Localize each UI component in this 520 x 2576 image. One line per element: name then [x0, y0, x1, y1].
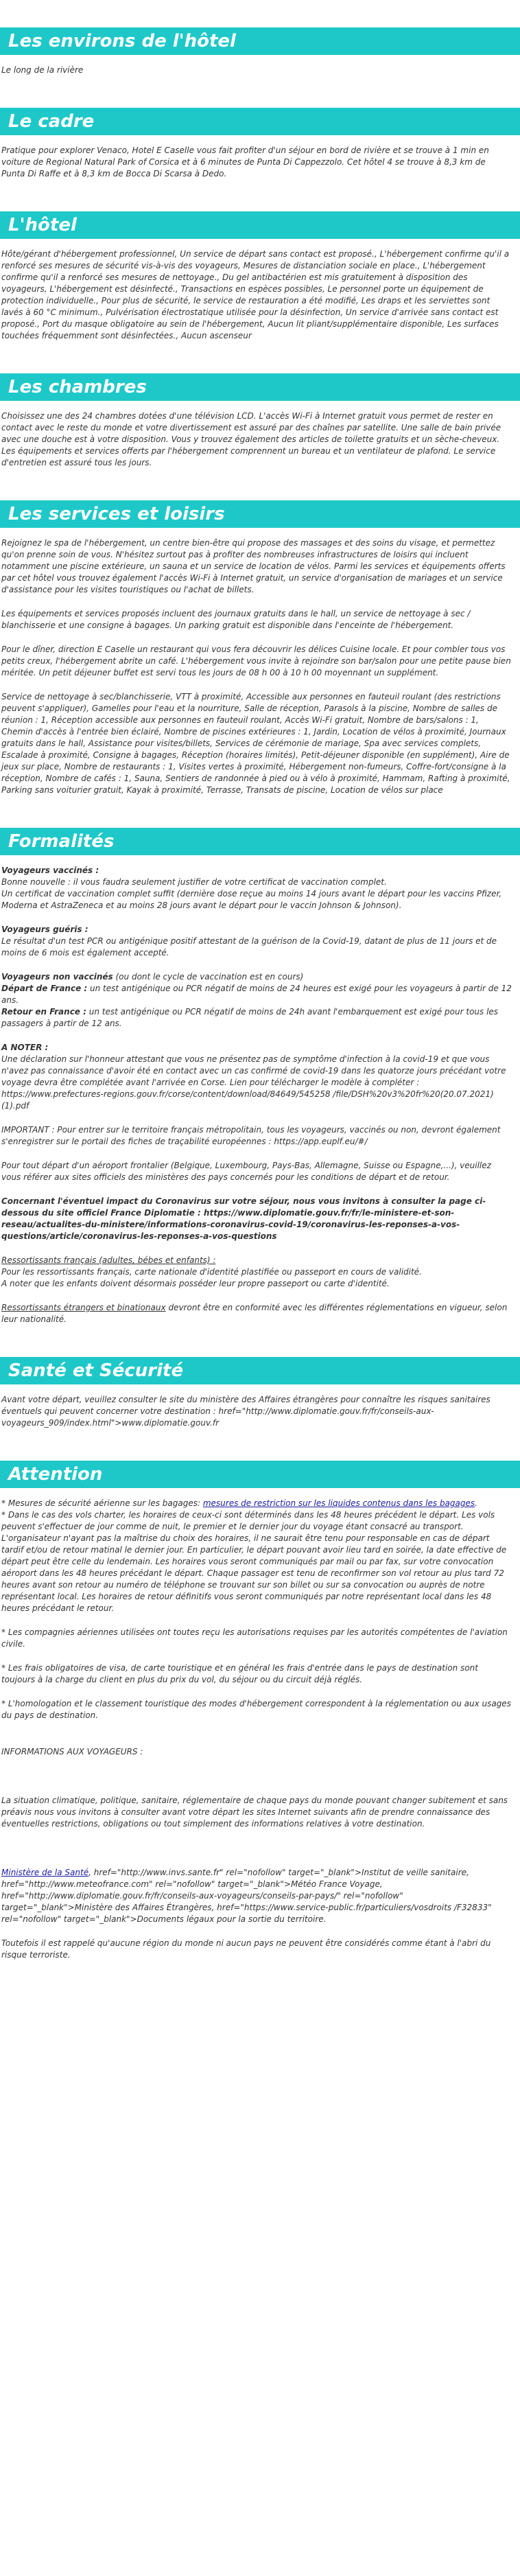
- concernant-text: Concernant l'éventuel impact du Coronavirus sur votre séjour, nous vous invitons à consulter la page ci-dessous du site officiel France Diplomatie : https://www.diplomatie.gouv.fr/fr/le-ministere-et-son-reseau/actualites-du-ministere/informations-coronavirus-covid-19/coronavirus-les-reponses-a-vos-questions/article/coronavirus-les-reponses-a-vos-questions: [1, 1196, 486, 1241]
- cadre-text: Pratique pour explorer Venaco, Hotel E Caselle vous fait profiter d'un séjour en bord de rivière et se trouve à 1 min en voiture de Regional Natural Park of Corsica et à 6 minutes de Punta Di Cappezzolo. Cet hôtel 4 se trouve à 8,3 km de Punta Di Raffe et à 8,3 km de Bocca Di Scarsa à Dedo.: [1, 146, 489, 178]
- attention-paragraph: * Dans le cas des vols charter, les horaires de ceux-ci sont déterminés dans les 48 heures précédent le départ. Les vols peuvent s'effectuer de jour comme de nuit, le premier et le dernier jour du voyage étant consacré au transport. L'organisateur n'ayant pas la maîtrise du choix des horaires, il ne saurait être tenu pour responsable en cas de départ tardif et/ou de retour matinal le dernier jour. En particulier, le départ pouvant avoir lieu tard en soirée, la date effective de départ peut être celle du lendemain. Les horaires vous seront communiqués par mail ou par fax, sur votre convocation aéroport dans les 48 heures précédant le départ. Chaque passager est tenu de reconfirmer son vol retour au plus tard 72 heures avant son retour au numéro de téléphone se trouvant sur son billet ou sur sa convocation ou auprès de notre représentant local. Les horaires de retour définitifs vous seront communiqués par notre représentant local dans les 48 heures précédant le retour.: [1, 1510, 507, 1613]
- section-title: L'hôtel: [0, 211, 520, 239]
- section-content: [0, 1498, 520, 1961]
- section-content: [0, 65, 520, 76]
- section-title: Les environs de l'hôtel: [0, 27, 520, 55]
- services-paragraph: Rejoignez le spa de l'hébergement, un centre bien-être qui propose des massages et des soins du visage, et permettez qu'on prenne soin de vous. N'hésitez surtout pas à profiter des nombreuses infrastructures de loisirs qui incluent notamment une piscine extérieure, un sauna et un service de location de vélos. Parmi les services et équipements offerts par cet hôtel vous trouvez également l'accès Wi-Fi à Internet gratuit, un service d'organisation de mariages et un service d'assistance pour les visites touristiques ou l'achat de billets.: [1, 538, 506, 594]
- section-title: Les services et loisirs: [0, 500, 520, 528]
- ministere-text: , href="http://www.invs.sante.fr" rel="nofollow" target="_blank">Institut de veille sanitaire, href="http://www.meteofrance.com" rel="nofollow" target="_blank">Météo France Voyage, href="http://www.diplomatie.gouv.fr/fr/conseils-aux-voyageurs/conseils-par-pays/" rel="nofollow" target="_blank">Ministère des Affaires Étrangères, href="https://www.service-public.fr/particuliers/vosdroits /F32833" rel="nofollow" target="_blank">Documents légaux pour la sortie du territoire.: [1, 1868, 492, 1924]
- etrangers-heading: Ressortissants étrangers et binationaux: [1, 1303, 166, 1312]
- section-title: Le cadre: [0, 108, 520, 135]
- vaccines-line: Un certificat de vaccination complet suffit (dernière dose reçue au moins 14 jours avant le départ pour les vaccins Pfizer, Moderna et AstraZeneca et au moins 28 jours avant le départ pour le vaccin Johnson & Johnson).: [1, 889, 502, 910]
- section-chambres: [0, 373, 520, 469]
- section-title: Les chambres: [0, 373, 520, 401]
- section-environs: [0, 27, 520, 76]
- hotel-text: Hôte/gérant d'hébergement professionnel, Un service de départ sans contact est proposé., L'hébergement confirme qu'il a renforcé ses mesures de sécurité vis-à-vis des voyageurs, Mesures de distanciation sociale en place., L'hébergement confirme qu'il a renforcé ses mesures de nettoyage., Du gel antibactérien est mis gratuitement à disposition des voyageurs, L'hébergement est désinfecté., Transactions en espèces possibles, Le personnel porte un équipement de protection individuelle., Pour plus de sécurité, le service de restauration a été modifié, Les draps et les serviettes sont lavés à 60 °C minimum., Pulvérisation électrostatique utilisée pour la désinfection, Un service d'arrivée sans contact est proposé., Port du masque obligatoire au sein de l'hébergement, Aucun lit pliant/supplémentaire disponible, Les surfaces touchées fréquemment sont désinfectées., Aucun ascenseur: [1, 249, 510, 340]
- mesures-prefix: * Mesures de sécurité aérienne sur les bagages:: [1, 1498, 203, 1508]
- services-list: Service de nettoyage à sec/blanchisserie, VTT à proximité, Accessible aux personnes en fauteuil roulant (des restrictions peuvent s'appliquer), Gamelles pour l'eau et la nourriture, Salle de réception, Parasols à la piscine, Nombre de salles de réunion : 1, Réception accessible aux personnes en fauteuil roulant, Accès Wi-Fi gratuit, Nombre de bars/salons : 1, Chemin d'accès à l'entrée bien éclairé, Nombre de piscines extérieures : 1, Jardin, Location de vélos à proximité, Journaux gratuits dans le hall, Assistance pour visites/billets, Services de cérémonie de mariage, Spa avec services complets, Escalade à proximité, Consigne à bagages, Réception (horaires limités), Petit-déjeuner disponible (en supplément), Aire de jeux sur place, Nombre de restaurants : 1, Visites vertes à proximité, Hébergement non-fumeurs, Coffre-fort/consigne à la réception, Nombre de cafés : 1, Sauna, Sentiers de randonnée à pied ou à vélo à proximité, Hammam, Rafting à proximité, Parking sans voiturier gratuit, Kayak à proximité, Terrasse, Transats de piscine, Location de vélos sur place: [1, 692, 510, 795]
- section-hotel: [0, 211, 520, 342]
- section-content: [0, 537, 520, 796]
- mesures-suffix: .: [475, 1498, 477, 1508]
- nonvac-suffix: (ou dont le cycle de vaccination est en cours): [113, 972, 304, 982]
- section-content: [0, 410, 520, 469]
- section-content: [0, 248, 520, 342]
- services-paragraph: Pour le dîner, direction E Caselle un restaurant qui vous fera découvrir les délices Cuisine locale. Et pour combler tous vos petits creux, l'hébergement abrite un café. L'hébergement vous invite à rejoindre son bar/salon pour une petite pause bien méritée. Un petit déjeuner buffet est servi tous les jours de 08 h 00 à 10 h 00 moyennant un supplément.: [1, 645, 511, 677]
- vaccines-heading: Voyageurs vaccinés :: [1, 866, 99, 875]
- section-formalites: [0, 828, 520, 1325]
- sante-text: Avant votre départ, veuillez consulter le site du ministère des Affaires étrangères pour connaître les risques sanitaires éventuels qui peuvent concerner votre destination : href="http://www.diplomatie.gouv.fr/fr/conseils-aux-voyageurs_909/index.html">www.diplomatie.gouv.fr: [1, 1395, 491, 1428]
- section-title: Formalités: [0, 828, 520, 855]
- etrangers-text: devront être en conformité avec les différentes réglementations en vigueur, selon leur nationalité.: [1, 1303, 508, 1324]
- attention-paragraph: * Les frais obligatoires de visa, de carte touristique et en général les frais d'entrée dans le pays de destination sont toujours à la charge du client en plus du prix du vol, du séjour ou du circuit déjà réglés.: [1, 1663, 478, 1684]
- section-sante: [0, 1357, 520, 1429]
- section-content: [0, 865, 520, 1325]
- attention-paragraph: * L'homologation et le classement touristique des modes d'hébergement correspondent à la réglementation ou aux usages du pays de destination.: [1, 1699, 511, 1720]
- services-paragraph: Les équipements et services proposés incluent des journaux gratuits dans le hall, un service de nettoyage à sec / blanchisserie et une consigne à bagages. Un parking gratuit est disponible dans l'enceinte de l'hébergement.: [1, 609, 471, 630]
- section-content: [0, 145, 520, 180]
- ministere-sante-link[interactable]: Ministère de la Santé: [1, 1868, 89, 1877]
- ressortissants-line: Pour les ressortissants français, carte nationale d'identité plastifiée ou passeport en cours de validité.: [1, 1267, 422, 1277]
- section-attention: [0, 1461, 520, 1961]
- depart-heading: Départ de France :: [1, 984, 88, 993]
- gueris-heading: Voyageurs guéris :: [1, 925, 88, 934]
- retour-heading: Retour en France :: [1, 1007, 86, 1017]
- section-content: [0, 1394, 520, 1429]
- section-cadre: [0, 108, 520, 180]
- ressortissants-heading: Ressortissants français (adultes, bébes et enfants) :: [1, 1255, 216, 1265]
- section-title: Attention: [0, 1461, 520, 1488]
- retour-text: un test antigénique ou PCR négatif de moins de 24h avant l'embarquement est exigé pour tous les passagers à partir de 12 ans.: [1, 1007, 499, 1028]
- infos-heading: INFORMATIONS AUX VOYAGEURS :: [1, 1747, 143, 1756]
- anoter-heading: A NOTER :: [1, 1043, 49, 1052]
- ressortissants-line: A noter que les enfants doivent désormais posséder leur propre passeport ou carte d'identité.: [1, 1279, 390, 1288]
- situation-text: La situation climatique, politique, sanitaire, réglementaire de chaque pays du monde pouvant changer subitement et sans préavis nous vous invitons à consulter avant votre départ les sites Internet suivants afin de prendre connaissance des éventuelles restrictions, obligations ou tout simplement des informations relatives à votre destination.: [1, 1796, 508, 1829]
- vaccines-line: Bonne nouvelle : il vous faudra seulement justifier de votre certificat de vaccination complet.: [1, 877, 387, 887]
- depart-text: un test antigénique ou PCR négatif de moins de 24 heures est exigé pour les voyageurs à partir de 12 ans.: [1, 984, 512, 1005]
- nonvac-heading: Voyageurs non vaccinés: [1, 972, 113, 982]
- chambres-text: Choisissez une des 24 chambres dotées d'une télévision LCD. L'accès Wi-Fi à Internet gratuit vous permet de rester en contact avec le reste du monde et votre divertissement est assuré par des chaînes par satellite. Une salle de bain privée avec une douche est à votre disposition. Vous y trouvez également des articles de toilette gratuits et un sèche-cheveux. Les équipements et services offerts par l'hébergement comprennent un bureau et un ventilateur de plafond. Le service d'entretien est assuré tous les jours.: [1, 411, 501, 467]
- environs-text: Le long de la rivière: [1, 65, 84, 75]
- pour-tout-text: Pour tout départ d'un aéroport frontalier (Belgique, Luxembourg, Pays-Bas, Allemagne, Suisse ou Espagne,...), veuillez vous référer aux sites officiels des ministères des pays concernés pour les conditions de départ et de retour.: [1, 1161, 491, 1182]
- anoter-text: Une déclaration sur l'honneur attestant que vous ne présentez pas de symptôme d'infection à la covid-19 et que vous n'avez pas connaissance d'avoir été en contact avec un cas confirmé de covid-19 dans les quatorze jours précédant votre voyage devra être complétée avant l'arrivée en Corse. Lien pour télécharger le modèle à compléter : https://www.prefectures-regions.gouv.fr/corse/content/download/84649/545258 /file/DSH%20v3%20fr%20(20.07.2021)(1).pdf: [1, 1054, 506, 1111]
- section-services: [0, 500, 520, 796]
- gueris-text: Le résultat d'un test PCR ou antigénique positif attestant de la guérison de la Covid-19, datant de plus de 11 jours et de moins de 6 mois est également accepté.: [1, 936, 497, 958]
- mesures-link[interactable]: mesures de restriction sur les liquides contenus dans les bagages: [202, 1498, 475, 1508]
- important-text: IMPORTANT : Pour entrer sur le territoire français métropolitain, tous les voyageurs, vaccinés ou non, devront également s'enregistrer sur le portail des fiches de traçabilité européennes : https://app.euplf.eu/#/: [1, 1125, 501, 1146]
- attention-paragraph: * Les compagnies aériennes utilisées ont toutes reçu les autorisations requises par les autorités compétentes de l'aviation civile.: [1, 1627, 508, 1649]
- toutefois-text: Toutefois il est rappelé qu'aucune région du monde ni aucun pays ne peuvent être considérés comme étant à l'abri du risque terroriste.: [1, 1938, 491, 1960]
- section-title: Santé et Sécurité: [0, 1357, 520, 1384]
